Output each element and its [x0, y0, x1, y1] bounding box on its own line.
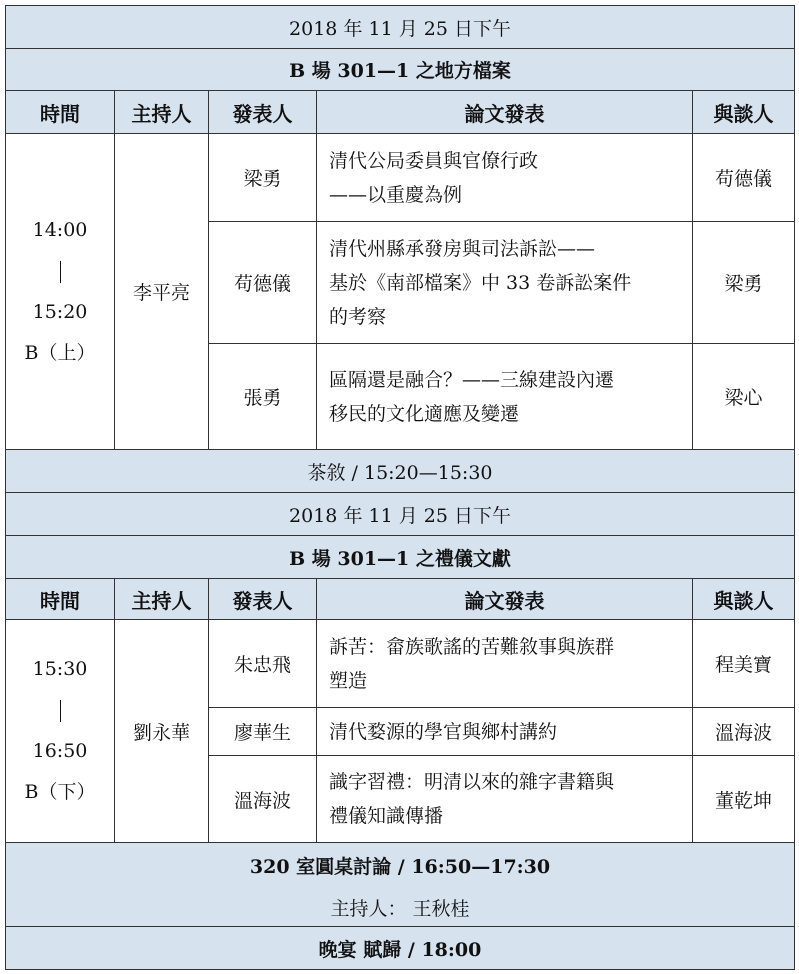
discussant: 梁心: [693, 344, 795, 450]
table-row: [6, 134, 795, 222]
paper-title: 識字習禮：明清以來的雜字書籍與 禮儀知識傳播: [317, 756, 693, 843]
paper-title: 清代公局委員與官僚行政 ——以重慶為例: [317, 134, 693, 222]
presenter: 廖華生: [209, 708, 317, 756]
tea-break: 茶敘 / 15:20—15:30: [6, 450, 795, 493]
presenter: 朱忠飛: [209, 620, 317, 708]
header-presenter: 發表人: [209, 91, 317, 134]
header-time: 時間: [6, 579, 115, 620]
session1-time-separator: [6, 251, 114, 292]
session1-date: 2018 年 11 月 25 日下午: [6, 6, 795, 49]
roundtable-title: 320 室圓桌討論 / 16:50—17:30: [6, 843, 795, 889]
session2-date: 2018 年 11 月 25 日下午: [6, 493, 795, 536]
header-paper: 論文發表: [317, 91, 693, 134]
presenter: 梁勇: [209, 134, 317, 222]
session2-time-separator: [6, 690, 114, 731]
table-row: [6, 620, 795, 708]
session1-time-end: 15:20: [32, 300, 88, 323]
presenter: 張勇: [209, 344, 317, 450]
session2-time-note: B（下）: [24, 781, 96, 803]
discussant: 程美寶: [693, 620, 795, 708]
roundtable-host: 主持人： 王秋桂: [6, 889, 795, 927]
session2-header-row: [6, 579, 795, 620]
discussant: 梁勇: [693, 222, 795, 344]
paper-title: 清代州縣承發房與司法訴訟—— 基於《南部檔案》中 33 卷訴訟案件 的考察: [317, 222, 693, 344]
session2-time-start: 15:30: [32, 658, 88, 680]
header-discussant: 與談人: [693, 91, 795, 134]
header-host: 主持人: [115, 91, 209, 134]
session1-title: B 場 301—1 之地方檔案: [6, 49, 795, 91]
discussant: 董乾坤: [693, 756, 795, 843]
session2-time-cell: [6, 620, 115, 843]
dinner-row: 晚宴 賦歸 / 18:00: [6, 927, 795, 970]
header-discussant: 與談人: [693, 579, 795, 620]
discussant: 苟德儀: [693, 134, 795, 222]
session1-header-row: [6, 91, 795, 134]
session2-time-end: 16:50: [32, 740, 88, 762]
presenter: 溫海波: [209, 756, 317, 843]
header-paper: 論文發表: [317, 579, 693, 620]
session2-title: B 場 301—1 之禮儀文獻: [6, 536, 795, 579]
session1-time-start: 14:00: [32, 218, 88, 241]
paper-title: 清代婺源的學官與鄉村講約: [317, 708, 693, 756]
session1-host: 李平亮: [115, 134, 209, 450]
header-presenter: 發表人: [209, 579, 317, 620]
discussant: 溫海波: [693, 708, 795, 756]
header-host: 主持人: [115, 579, 209, 620]
session1-time-note: B（上）: [24, 341, 96, 364]
session1-time-cell: [6, 134, 115, 450]
header-time: 時間: [6, 91, 115, 134]
schedule-table: [5, 5, 795, 970]
paper-title: 訴苦：畲族歌謠的苦難敘事與族群 塑造: [317, 620, 693, 708]
session2-host: 劉永華: [115, 620, 209, 843]
presenter: 苟德儀: [209, 222, 317, 344]
paper-title: 區隔還是融合？——三線建設內遷 移民的文化適應及變遷: [317, 344, 693, 450]
